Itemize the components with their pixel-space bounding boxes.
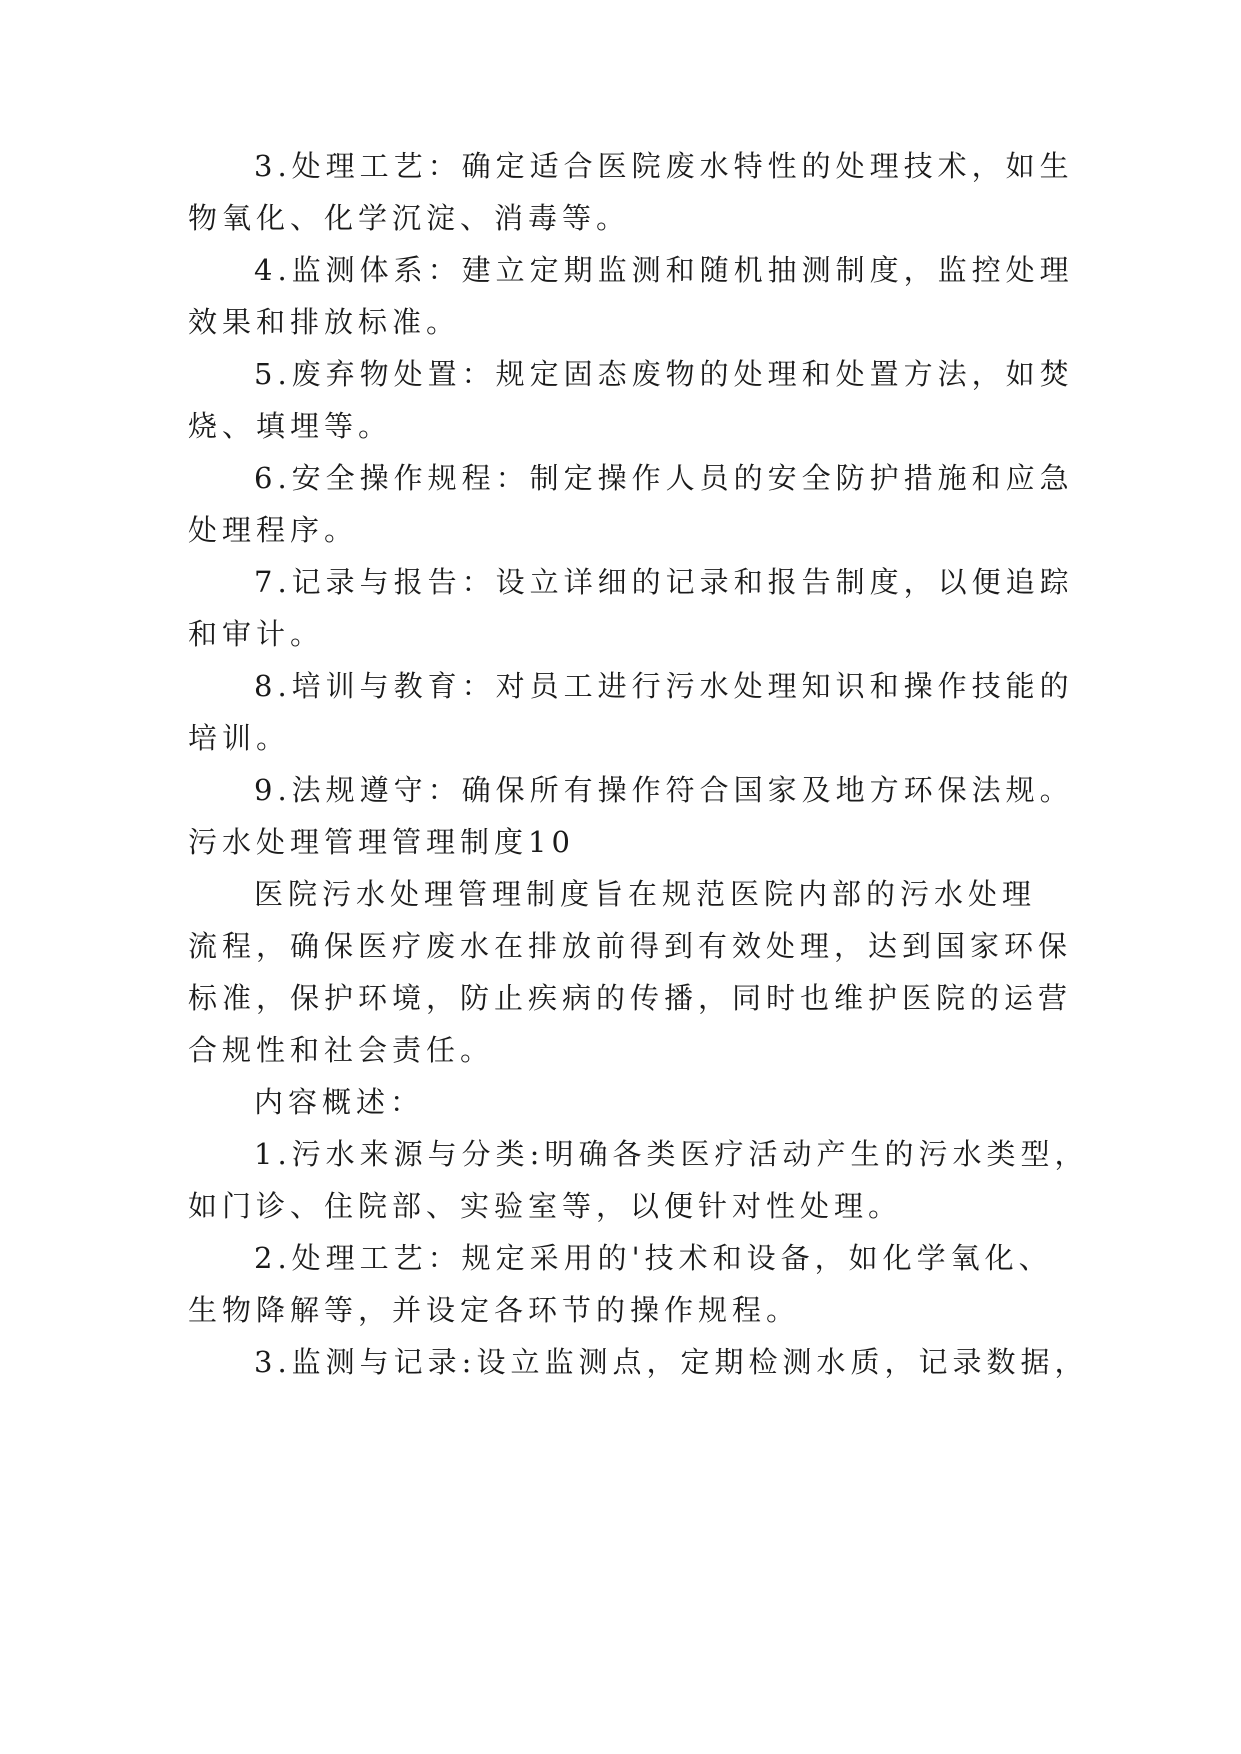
text-line: 物氧化、化学沉淀、消毒等。 xyxy=(188,201,631,235)
text-line: 7.记录与报告：设立详细的记录和报告制度，以便追踪 xyxy=(254,565,1074,599)
text-line: 1.污水来源与分类:明确各类医疗活动产生的污水类型， xyxy=(254,1137,1089,1171)
text-line: 2.处理工艺：规定采用的'技术和设备，如化学氧化、 xyxy=(254,1241,1053,1275)
text-line: 如门诊、住院部、实验室等，以便针对性处理。 xyxy=(188,1189,903,1223)
text-line: 医院污水处理管理制度旨在规范医院内部的污水处理 xyxy=(254,877,1037,911)
text-line: 8.培训与教育：对员工进行污水处理知识和操作技能的 xyxy=(254,669,1074,703)
text-line: 处理程序。 xyxy=(188,513,359,547)
text-line: 合规性和社会责任。 xyxy=(188,1033,495,1067)
text-line: 3.处理工艺：确定适合医院废水特性的处理技术，如生 xyxy=(254,149,1074,183)
text-line: 培训。 xyxy=(188,721,291,755)
text-line: 烧、填埋等。 xyxy=(188,409,393,443)
section-heading: 污水处理管理管理制度10 xyxy=(188,825,575,859)
text-line: 生物降解等，并设定各环节的操作规程。 xyxy=(188,1293,801,1327)
text-line: 和审计。 xyxy=(188,617,325,651)
text-line: 4.监测体系：建立定期监测和随机抽测制度，监控处理 xyxy=(254,253,1074,287)
text-line: 3.监测与记录:设立监测点，定期检测水质，记录数据， xyxy=(254,1345,1089,1379)
text-line: 内容概述： xyxy=(254,1085,425,1119)
text-line: 标准，保护环境，防止疾病的传播，同时也维护医院的运营 xyxy=(188,981,1073,1015)
text-line: 5.废弃物处置：规定固态废物的处理和处置方法，如焚 xyxy=(254,357,1074,391)
text-line: 9.法规遵守：确保所有操作符合国家及地方环保法规。 xyxy=(254,773,1074,807)
text-line: 6.安全操作规程：制定操作人员的安全防护措施和应急 xyxy=(254,461,1074,495)
text-line: 流程，确保医疗废水在排放前得到有效处理，达到国家环保 xyxy=(188,929,1073,963)
text-line: 效果和排放标准。 xyxy=(188,305,461,339)
